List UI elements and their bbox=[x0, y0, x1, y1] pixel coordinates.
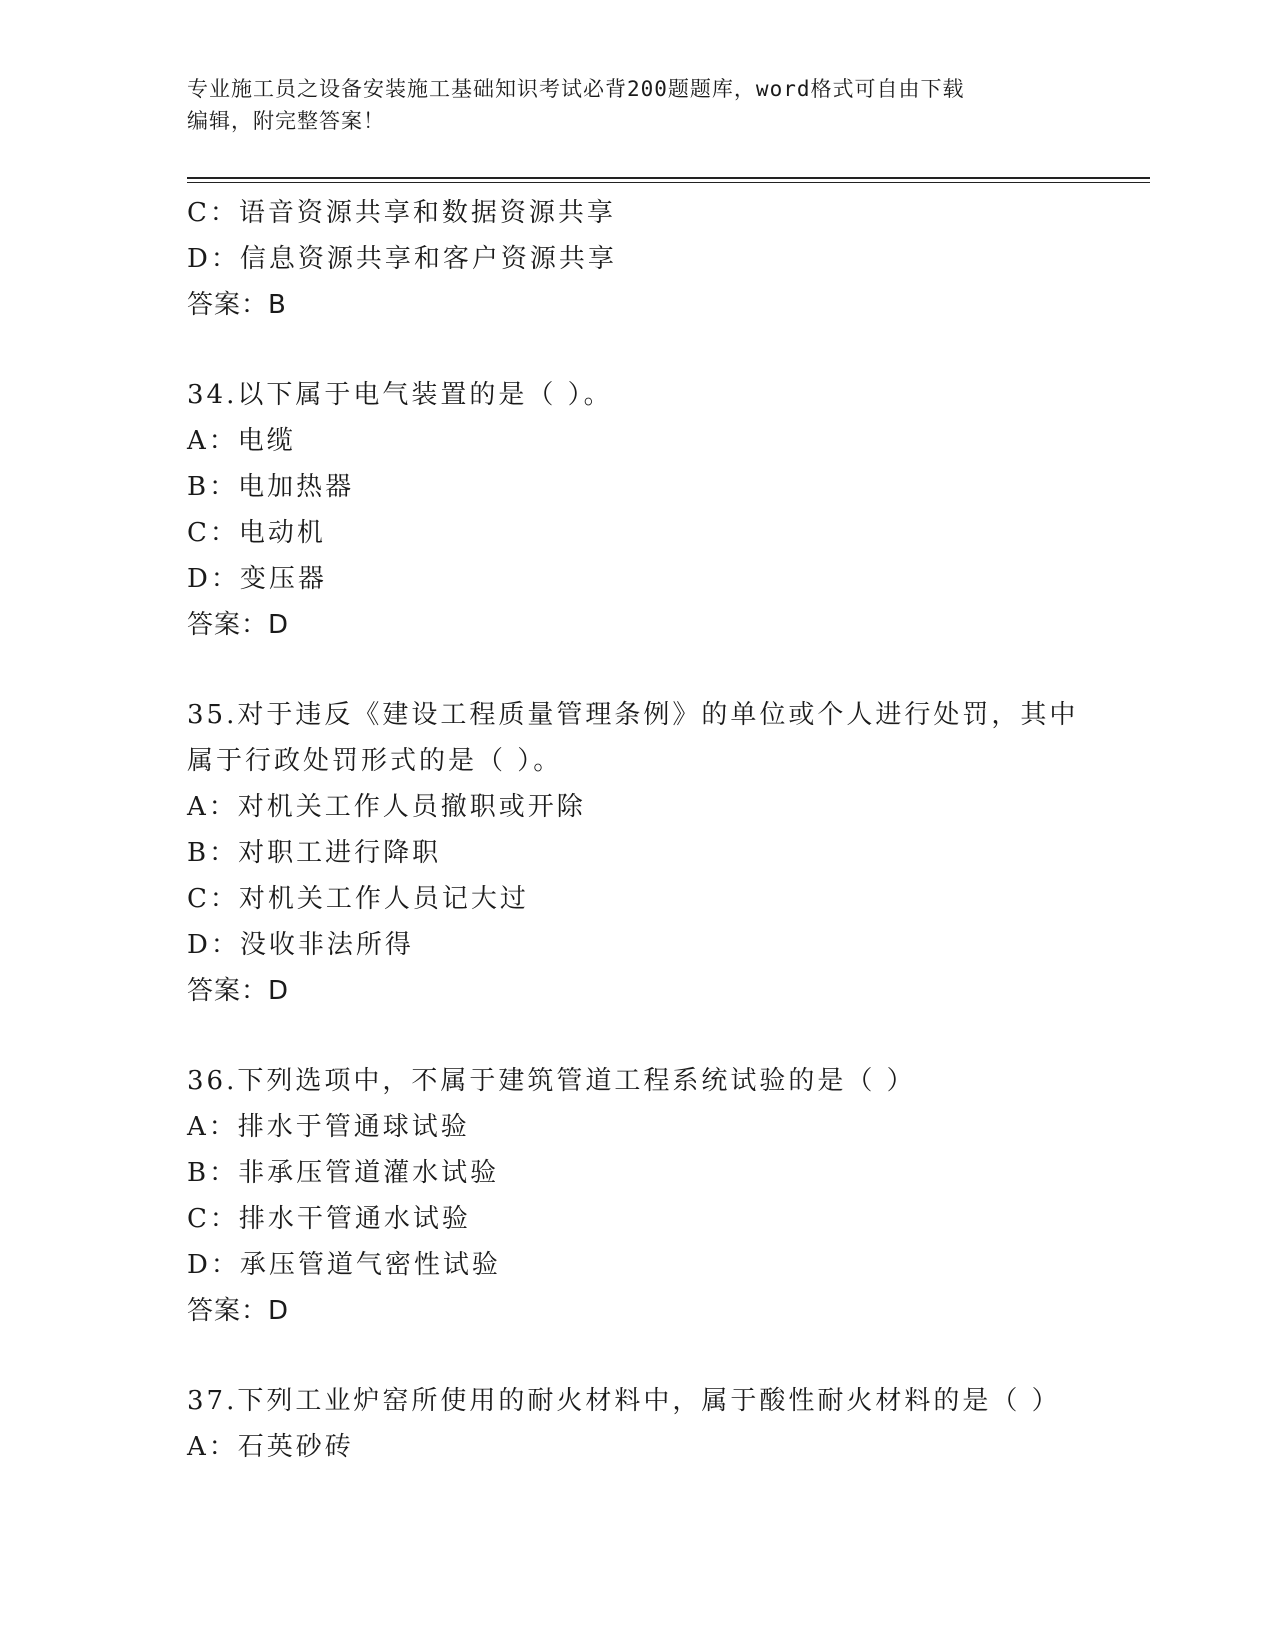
question-list bbox=[187, 190, 1087, 1470]
option-a: A：石英砂砖 bbox=[187, 1432, 354, 1462]
question-block-34 bbox=[187, 372, 1087, 648]
option-c: C：对机关工作人员记大过 bbox=[187, 884, 529, 914]
option-b: B：对职工进行降职 bbox=[187, 838, 442, 868]
option-a: A：排水于管通球试验 bbox=[187, 1112, 470, 1142]
answer-line: 答案：D bbox=[187, 610, 290, 640]
header-divider-thick bbox=[187, 177, 1150, 179]
question-stem-line-2: 属于行政处罚形式的是（ ）。 bbox=[187, 746, 563, 776]
answer-line: 答案：D bbox=[187, 976, 290, 1006]
question-block-35 bbox=[187, 692, 1087, 1014]
spacer bbox=[187, 328, 1087, 372]
header-divider-thin bbox=[187, 182, 1150, 183]
option-d: D：没收非法所得 bbox=[187, 930, 414, 960]
spacer bbox=[187, 1014, 1087, 1058]
option-a: A：电缆 bbox=[187, 426, 296, 456]
option-d: D：变压器 bbox=[187, 564, 327, 594]
header-line-2: 编辑，附完整答案！ bbox=[187, 109, 385, 133]
header-line-1: 专业施工员之设备安装施工基础知识考试必背200题题库，word格式可自由下载 bbox=[187, 77, 965, 101]
question-block-37 bbox=[187, 1378, 1087, 1470]
answer-line: 答案：B bbox=[187, 290, 287, 320]
option-a: A：对机关工作人员撤职或开除 bbox=[187, 792, 586, 822]
spacer bbox=[187, 1334, 1087, 1378]
document-header bbox=[187, 73, 1067, 137]
question-stem: 37.下列工业炉窑所使用的耐火材料中，属于酸性耐火材料的是（ ） bbox=[187, 1386, 1061, 1416]
question-stem: 34.以下属于电气装置的是（ ）。 bbox=[187, 380, 613, 410]
option-b: B：非承压管道灌水试验 bbox=[187, 1158, 500, 1188]
option-c: C：排水干管通水试验 bbox=[187, 1204, 471, 1234]
question-stem: 36.下列选项中，不属于建筑管道工程系统试验的是（ ） bbox=[187, 1066, 916, 1096]
option-d: D：信息资源共享和客户资源共享 bbox=[187, 244, 617, 274]
answer-line: 答案：D bbox=[187, 1296, 290, 1326]
option-b: B：电加热器 bbox=[187, 472, 355, 502]
option-c: C：电动机 bbox=[187, 518, 326, 548]
question-block-prev bbox=[187, 190, 1087, 328]
spacer bbox=[187, 648, 1087, 692]
question-block-36 bbox=[187, 1058, 1087, 1334]
question-stem-line-1: 35.对于违反《建设工程质量管理条例》的单位或个人进行处罚，其中 bbox=[187, 700, 1079, 730]
option-c: C：语音资源共享和数据资源共享 bbox=[187, 198, 616, 228]
option-d: D：承压管道气密性试验 bbox=[187, 1250, 501, 1280]
